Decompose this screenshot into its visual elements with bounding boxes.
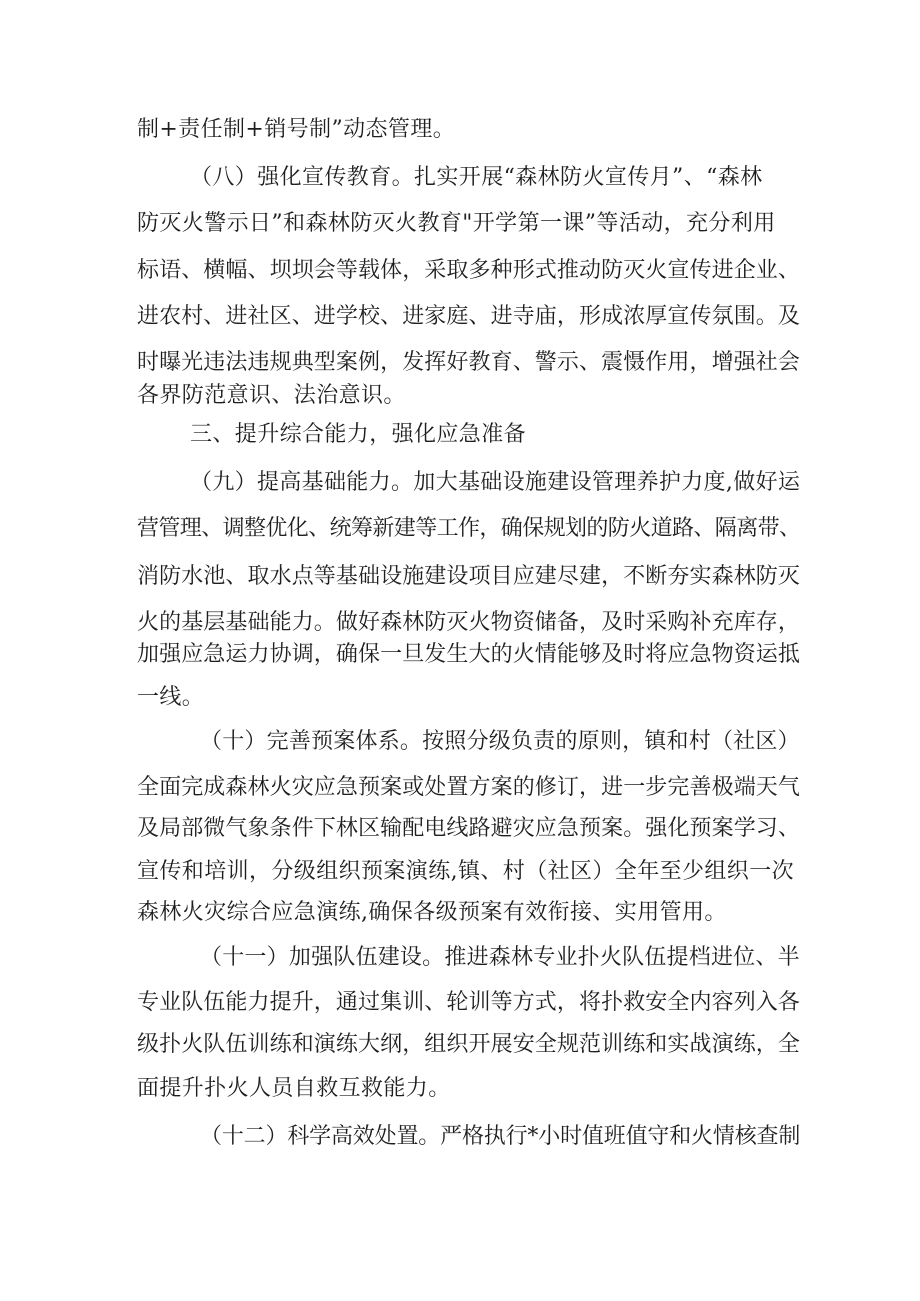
text-line-13: 加强应急运力协调，确保一旦发生大的火情能够及时将应急物资运抵 [137, 642, 801, 667]
text-line-1: 制+责任制+销号制”动态管理。 [137, 117, 456, 142]
text-line-5: 进农村、进社区、进学校、进家庭、进寺庙，形成浓厚宣传氛围。及 [137, 304, 801, 329]
text-line-2: （八）强化宣传教育。扎实开展“森林防火宣传月”、“森林 [190, 165, 763, 190]
text-line-15: （十）完善预案体系。按照分级负责的原则，镇和村（社区） [200, 729, 800, 754]
text-line-12: 火的基层基础能力。做好森林防灭火物资储备，及时采购补充库存， [137, 610, 801, 635]
text-line-20: （十一）加强队伍建设。推进森林专业扑火队伍提档进位、半 [200, 945, 800, 970]
text-line-14: 一线。 [137, 685, 205, 710]
text-line-18: 宣传和培训，分级组织预案演练,镇、村（社区）全年至少组织一次 [137, 859, 794, 884]
text-line-23: 面提升扑火人员自救互救能力。 [137, 1076, 451, 1101]
text-line-21: 专业队伍能力提升，通过集训、轮训等方式，将扑救安全内容列入各 [137, 990, 801, 1015]
text-line-9: （九）提高基础能力。加大基础设施建设管理养护力度,做好运 [190, 470, 801, 495]
section-heading: 三、提升综合能力，强化应急准备 [190, 422, 527, 447]
text-line-24: （十二）科学高效处置。严格执行*小时值班值守和火情核查制 [200, 1124, 801, 1149]
text-line-22: 级扑火队伍训练和演练大纲，组织开展安全规范训练和实战演练，全 [137, 1032, 801, 1057]
text-line-10: 营管理、调整优化、统筹新建等工作，确保规划的防火道路、隔离带、 [137, 516, 801, 541]
text-line-19: 森林火灾综合应急演练,确保各级预案有效衔接、实用管用。 [137, 900, 727, 925]
text-line-17: 及局部微气象条件下林区输配电线路避灾应急预案。强化预案学习、 [137, 816, 801, 841]
text-line-11: 消防水池、取水点等基础设施建设项目应建尽建，不断夯实森林防灭 [137, 564, 801, 589]
text-line-16: 全面完成森林火灾应急预案或处置方案的修订，进一步完善极端天气 [137, 775, 801, 800]
text-line-3: 防灭火警示日”和森林防灭火教育"开学第一课”等活动，充分利用 [137, 211, 776, 236]
text-line-7: 各界防范意识、法治意识。 [137, 383, 406, 408]
text-line-4: 标语、横幅、坝坝会等载体，采取多种形式推动防灭火宣传进企业、 [137, 258, 801, 283]
text-line-6: 时曝光违法违规典型案例，发挥好教育、警示、震慑作用，增强社会 [137, 350, 801, 375]
